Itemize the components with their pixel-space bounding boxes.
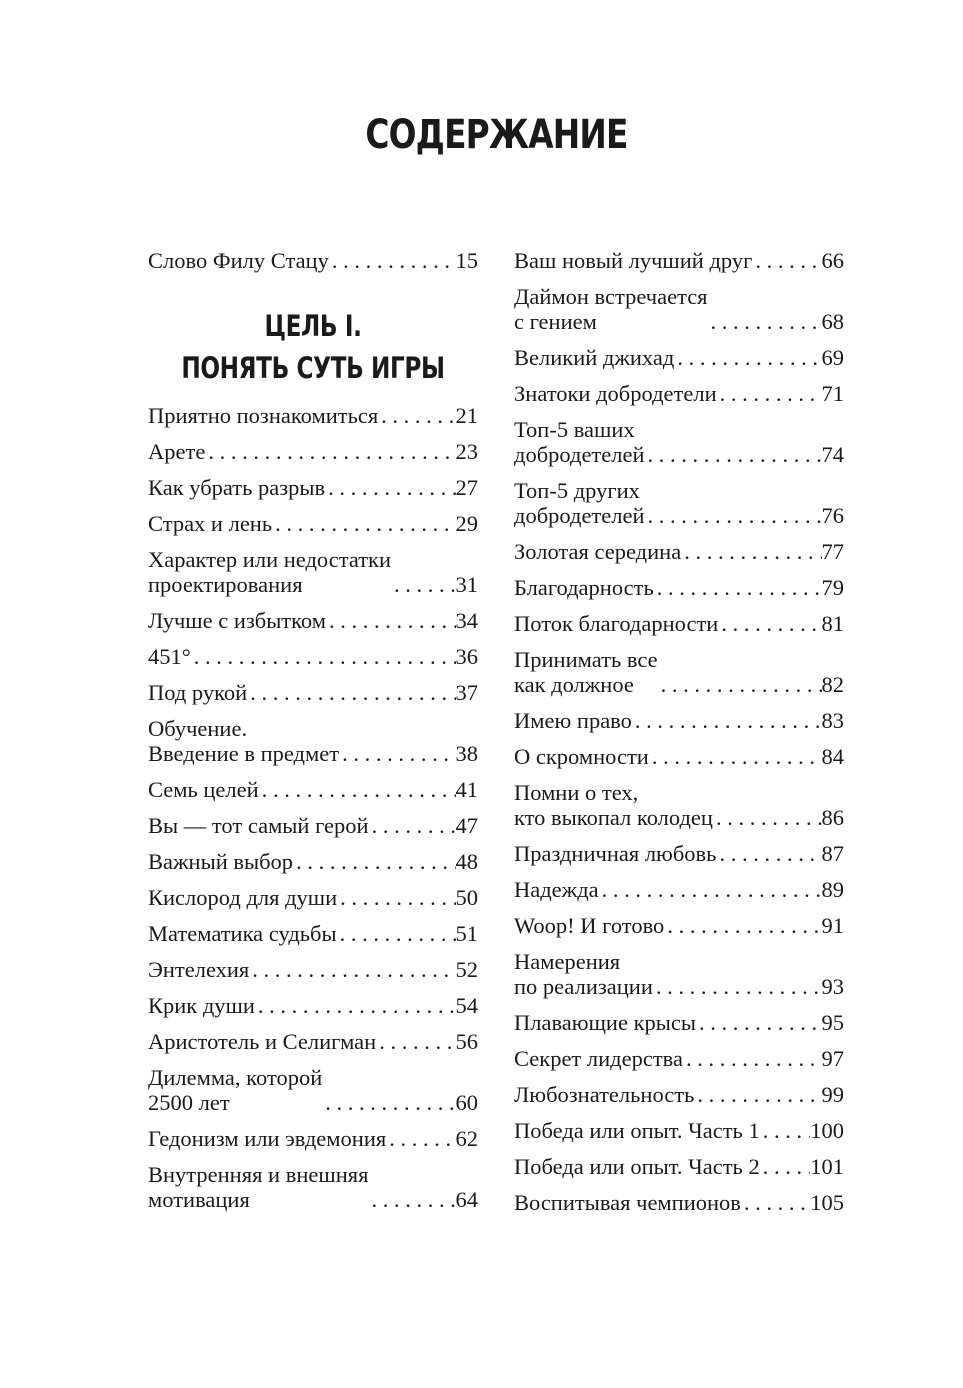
dot-leader bbox=[654, 575, 822, 600]
toc-entry-title bbox=[148, 993, 255, 1018]
toc-entry-title-line: с гением bbox=[514, 309, 597, 334]
toc-entry-title-line: мотивация bbox=[148, 1187, 250, 1212]
toc-entry-title bbox=[514, 478, 645, 528]
toc-column-right bbox=[514, 248, 844, 1226]
toc-entry-title-line: Поток благодарности bbox=[514, 611, 719, 636]
dot-leader bbox=[599, 877, 822, 902]
toc-entry-title bbox=[514, 913, 664, 938]
toc-entry-title-line: Намерения bbox=[514, 949, 621, 974]
dot-leader bbox=[708, 309, 822, 334]
toc-entry-title bbox=[148, 511, 272, 536]
toc-entry-title-line: 451° bbox=[148, 644, 191, 669]
toc-entry-title bbox=[148, 921, 337, 946]
toc-entry bbox=[148, 885, 478, 910]
toc-entry-page-number: 84 bbox=[821, 744, 844, 769]
toc-entry-title bbox=[514, 744, 649, 769]
toc-entry-title-line: Имею право bbox=[514, 708, 632, 733]
toc-entry-page-number: 71 bbox=[821, 381, 844, 406]
toc-entry-title bbox=[148, 849, 293, 874]
toc-entry-page-number: 101 bbox=[810, 1154, 844, 1179]
toc-entry bbox=[514, 345, 844, 370]
toc-entry-title-line: добродетелей bbox=[514, 503, 645, 528]
toc-entry-page-number: 21 bbox=[455, 403, 478, 428]
dot-leader bbox=[713, 805, 822, 830]
toc-entry-title-line: Помни о тех, bbox=[514, 780, 639, 805]
toc-entry-title bbox=[514, 1118, 760, 1143]
dot-leader bbox=[694, 1082, 821, 1107]
toc-entry bbox=[148, 777, 478, 802]
toc-entry-title bbox=[514, 345, 674, 370]
toc-entry-page-number: 31 bbox=[455, 572, 478, 597]
toc-entry-title-line: О скромности bbox=[514, 744, 649, 769]
toc-entry bbox=[514, 611, 844, 636]
toc-entry bbox=[514, 1154, 844, 1179]
toc-entry-page-number: 37 bbox=[455, 680, 478, 705]
dot-leader bbox=[369, 813, 456, 838]
toc-entry-title bbox=[148, 248, 329, 273]
toc-entry-title-line: Семь целей bbox=[148, 777, 259, 802]
toc-entry-title-line: Топ-5 других bbox=[514, 478, 640, 503]
dot-leader bbox=[717, 381, 822, 406]
dot-leader bbox=[326, 608, 456, 633]
toc-entry-title-line: Вы — тот самый герой bbox=[148, 813, 369, 838]
toc-entry-title-line: Математика судьбы bbox=[148, 921, 337, 946]
dot-leader bbox=[658, 672, 822, 697]
toc-entry-title bbox=[148, 439, 205, 464]
toc-entry-title bbox=[514, 877, 599, 902]
dot-leader bbox=[293, 849, 455, 874]
toc-entry bbox=[148, 993, 478, 1018]
toc-entry-title-line: кто выкопал колодец bbox=[514, 805, 713, 830]
toc-entry-title-line: Дилемма, которой bbox=[148, 1065, 323, 1090]
dot-leader bbox=[337, 885, 455, 910]
toc-entry-title-line: Ваш новый лучший друг bbox=[514, 248, 753, 273]
toc-entry-page-number: 76 bbox=[821, 503, 844, 528]
dot-leader bbox=[741, 1190, 810, 1215]
toc-entry-title-line: как должное bbox=[514, 672, 634, 697]
toc-column-left bbox=[148, 248, 478, 1223]
toc-entry bbox=[514, 575, 844, 600]
toc-entry-title-line: Важный выбор bbox=[148, 849, 294, 874]
toc-entry-title bbox=[514, 248, 752, 273]
toc-entry bbox=[514, 1010, 844, 1035]
dot-leader bbox=[322, 1090, 455, 1115]
toc-entry-page-number: 51 bbox=[455, 921, 478, 946]
toc-entry-page-number: 27 bbox=[455, 475, 478, 500]
dot-leader bbox=[376, 1029, 455, 1054]
toc-entry-page-number: 56 bbox=[455, 1029, 478, 1054]
toc-entry bbox=[514, 1118, 844, 1143]
toc-entry-page-number: 62 bbox=[455, 1126, 478, 1151]
toc-entry-page-number: 29 bbox=[455, 511, 478, 536]
toc-entry bbox=[148, 475, 478, 500]
dot-leader bbox=[696, 1010, 822, 1035]
toc-entry-page-number: 38 bbox=[455, 741, 478, 766]
toc-entry-title-line: Слово Филу Стацу bbox=[148, 248, 329, 273]
toc-entry bbox=[148, 248, 478, 273]
toc-entry-title-line: Золотая середина bbox=[514, 539, 682, 564]
toc-entry-title bbox=[148, 1065, 322, 1115]
toc-entry bbox=[514, 877, 844, 902]
toc-entry-title-line: по реализации bbox=[514, 974, 653, 999]
dot-leader bbox=[339, 741, 455, 766]
page-title: СОДЕРЖАНИЕ bbox=[365, 112, 628, 158]
dot-leader bbox=[760, 1118, 811, 1143]
dot-leader bbox=[368, 1187, 455, 1212]
toc-entry-title bbox=[148, 777, 259, 802]
toc-entry bbox=[148, 644, 478, 669]
toc-entry-title-line: Введение в предмет bbox=[148, 741, 340, 766]
toc-entry-title bbox=[148, 475, 325, 500]
dot-leader bbox=[649, 744, 822, 769]
toc-entry-page-number: 81 bbox=[821, 611, 844, 636]
toc-entry-title bbox=[148, 885, 337, 910]
toc-entry-page-number: 77 bbox=[821, 539, 844, 564]
toc-entry-page-number: 66 bbox=[821, 248, 844, 273]
toc-entry bbox=[514, 1190, 844, 1215]
toc-entry-title-line: Лучше с избытком bbox=[148, 608, 326, 633]
toc-entry-title-line: Великий джихад bbox=[514, 345, 675, 370]
dot-leader bbox=[259, 777, 456, 802]
toc-entry-title bbox=[148, 680, 247, 705]
toc-entry-title-line: Страх и лень bbox=[148, 511, 273, 536]
dot-leader bbox=[718, 611, 821, 636]
toc-entry-title-line: Крик души bbox=[148, 993, 255, 1018]
toc-entry-title-line: Под рукой bbox=[148, 680, 248, 705]
toc-entry-page-number: 97 bbox=[821, 1046, 844, 1071]
toc-entry bbox=[148, 921, 478, 946]
part-title-line: ПОНЯТЬ СУТЬ ИГРЫ bbox=[181, 351, 445, 385]
dot-leader bbox=[325, 475, 455, 500]
toc-entry-page-number: 34 bbox=[455, 608, 478, 633]
toc-entry-title bbox=[148, 608, 326, 633]
toc-entry-page-number: 52 bbox=[455, 957, 478, 982]
toc-entry-title bbox=[514, 1046, 683, 1071]
toc-entry-title bbox=[514, 1154, 760, 1179]
dot-leader bbox=[249, 957, 455, 982]
toc-entry-title-line: Характер или недостатки bbox=[148, 547, 392, 572]
toc-entry-title-line: Арете bbox=[148, 439, 206, 464]
toc-entry bbox=[514, 1046, 844, 1071]
toc-entry-title-line: Праздничная любовь bbox=[514, 841, 717, 866]
toc-entry bbox=[514, 647, 844, 697]
toc-entry-title bbox=[148, 1029, 376, 1054]
toc-entry-page-number: 48 bbox=[455, 849, 478, 874]
toc-entry-page-number: 100 bbox=[810, 1118, 844, 1143]
toc-entry-title bbox=[148, 644, 191, 669]
toc-entry-title-line: 2500 лет bbox=[148, 1090, 230, 1115]
toc-entry-page-number: 91 bbox=[821, 913, 844, 938]
toc-entry-title-line: Гедонизм или эвдемония bbox=[148, 1126, 387, 1151]
dot-leader bbox=[272, 511, 455, 536]
toc-entry-title bbox=[514, 284, 708, 334]
toc-entry bbox=[514, 381, 844, 406]
toc-entry-title bbox=[148, 716, 339, 766]
toc-entry-page-number: 79 bbox=[821, 575, 844, 600]
toc-entry-title bbox=[514, 949, 653, 999]
toc-entry-title-line: Победа или опыт. Часть 2 bbox=[514, 1154, 760, 1179]
toc-entry-title bbox=[514, 575, 654, 600]
toc-entry-title-line: Надежда bbox=[514, 877, 599, 902]
toc-entry bbox=[514, 248, 844, 273]
toc-entry bbox=[148, 439, 478, 464]
toc-entry-title bbox=[514, 841, 716, 866]
toc-entry bbox=[514, 841, 844, 866]
toc-entry-title bbox=[148, 403, 378, 428]
dot-leader bbox=[683, 1046, 822, 1071]
toc-entry-page-number: 41 bbox=[455, 777, 478, 802]
toc-entry bbox=[148, 680, 478, 705]
toc-entry bbox=[514, 539, 844, 564]
dot-leader bbox=[337, 921, 456, 946]
toc-entry-title-line: Секрет лидерства bbox=[514, 1046, 683, 1071]
toc-entry-title-line: Плавающие крысы bbox=[514, 1010, 696, 1035]
toc-entry-title bbox=[514, 1010, 696, 1035]
toc-entry-title-line: Обучение. bbox=[148, 716, 248, 741]
dot-leader bbox=[247, 680, 455, 705]
toc-entry-page-number: 47 bbox=[455, 813, 478, 838]
toc-entry bbox=[514, 744, 844, 769]
toc-entry-title-line: Топ-5 ваших bbox=[514, 417, 635, 442]
toc-entry-page-number: 82 bbox=[821, 672, 844, 697]
toc-entry bbox=[514, 913, 844, 938]
toc-entry bbox=[514, 1082, 844, 1107]
toc-entry bbox=[148, 1126, 478, 1151]
toc-entry-title bbox=[514, 708, 632, 733]
toc-entry bbox=[148, 716, 478, 766]
toc-entry-page-number: 68 bbox=[821, 309, 844, 334]
toc-entry bbox=[148, 813, 478, 838]
toc-entry bbox=[148, 403, 478, 428]
dot-leader bbox=[378, 403, 455, 428]
toc-entry bbox=[514, 284, 844, 334]
toc-entry-title bbox=[514, 417, 645, 467]
toc-entry-title bbox=[514, 611, 718, 636]
toc-entry-page-number: 89 bbox=[821, 877, 844, 902]
toc-entry bbox=[148, 1065, 478, 1115]
toc-entry-title-line: Принимать все bbox=[514, 647, 658, 672]
toc-entry-title-line: добродетелей bbox=[514, 442, 645, 467]
toc-entry-page-number: 54 bbox=[455, 993, 478, 1018]
toc-entry bbox=[514, 478, 844, 528]
toc-entry-title bbox=[514, 1082, 694, 1107]
toc-entry-title-line: Благодарность bbox=[514, 575, 654, 600]
dot-leader bbox=[329, 248, 456, 273]
dot-leader bbox=[664, 913, 821, 938]
toc-entry bbox=[148, 1029, 478, 1054]
toc-entry-page-number: 105 bbox=[810, 1190, 844, 1215]
toc-entry-title-line: Даймон встречается bbox=[514, 284, 708, 309]
toc-entry-title bbox=[148, 813, 369, 838]
toc-entry bbox=[148, 511, 478, 536]
toc-entry-title-line: Woop! И готово bbox=[514, 913, 665, 938]
toc-entry-title bbox=[148, 547, 391, 597]
toc-entry-title-line: Победа или опыт. Часть 1 bbox=[514, 1118, 760, 1143]
toc-entry-title-line: Кислород для души bbox=[148, 885, 338, 910]
dot-leader bbox=[205, 439, 455, 464]
toc-entry-title bbox=[148, 957, 249, 982]
toc-entry bbox=[148, 608, 478, 633]
dot-leader bbox=[386, 1126, 455, 1151]
toc-entry-title-line: Аристотель и Селигман bbox=[148, 1029, 377, 1054]
toc-entry-page-number: 93 bbox=[821, 974, 844, 999]
toc-entry bbox=[514, 708, 844, 733]
toc-entry-title bbox=[514, 539, 681, 564]
toc-entry-page-number: 36 bbox=[455, 644, 478, 669]
toc-entry bbox=[148, 849, 478, 874]
toc-entry-title-line: проектирования bbox=[148, 572, 303, 597]
toc-entry-page-number: 99 bbox=[821, 1082, 844, 1107]
dot-leader bbox=[255, 993, 456, 1018]
toc-entry-page-number: 23 bbox=[455, 439, 478, 464]
toc-entry-page-number: 69 bbox=[821, 345, 844, 370]
toc-entry-page-number: 50 bbox=[455, 885, 478, 910]
toc-entry-page-number: 64 bbox=[455, 1187, 478, 1212]
dot-leader bbox=[391, 572, 455, 597]
part-title-line: ЦЕЛЬ I. bbox=[264, 309, 362, 343]
toc-entry-title-line: Приятно познакомиться bbox=[148, 403, 379, 428]
dot-leader bbox=[632, 708, 822, 733]
toc-entry-title bbox=[148, 1162, 368, 1212]
dot-leader bbox=[191, 644, 456, 669]
toc-entry-title bbox=[514, 381, 717, 406]
toc-entry-page-number: 74 bbox=[821, 442, 844, 467]
toc-entry-title-line: Как убрать разрыв bbox=[148, 475, 326, 500]
part-title bbox=[181, 305, 445, 389]
dot-leader bbox=[681, 539, 821, 564]
toc-entry-page-number: 86 bbox=[821, 805, 844, 830]
dot-leader bbox=[716, 841, 821, 866]
toc-entry-title-line: Внутренняя и внешняя bbox=[148, 1162, 369, 1187]
toc-entry-page-number: 83 bbox=[821, 708, 844, 733]
dot-leader bbox=[645, 442, 822, 467]
toc-entry-title bbox=[514, 1190, 741, 1215]
dot-leader bbox=[645, 503, 822, 528]
toc-entry-page-number: 60 bbox=[455, 1090, 478, 1115]
toc-entry-title-line: Любознательность bbox=[514, 1082, 695, 1107]
toc-entry-page-number: 95 bbox=[821, 1010, 844, 1035]
dot-leader bbox=[760, 1154, 811, 1179]
toc-entry-title bbox=[514, 647, 658, 697]
toc-entry bbox=[148, 1162, 478, 1212]
toc-entry-page-number: 87 bbox=[821, 841, 844, 866]
dot-leader bbox=[674, 345, 821, 370]
toc-entry-title bbox=[148, 1126, 386, 1151]
toc-entry-title-line: Энтелехия bbox=[148, 957, 250, 982]
toc-entry bbox=[514, 417, 844, 467]
toc-entry-title-line: Воспитывая чемпионов bbox=[514, 1190, 741, 1215]
dot-leader bbox=[752, 248, 821, 273]
toc-entry bbox=[514, 949, 844, 999]
toc-entry-page-number: 15 bbox=[455, 248, 478, 273]
toc-entry bbox=[148, 547, 478, 597]
toc-entry-title-line: Знатоки добродетели bbox=[514, 381, 717, 406]
toc-entry bbox=[514, 780, 844, 830]
toc-entry-title bbox=[514, 780, 713, 830]
toc-entry bbox=[148, 957, 478, 982]
dot-leader bbox=[653, 974, 822, 999]
